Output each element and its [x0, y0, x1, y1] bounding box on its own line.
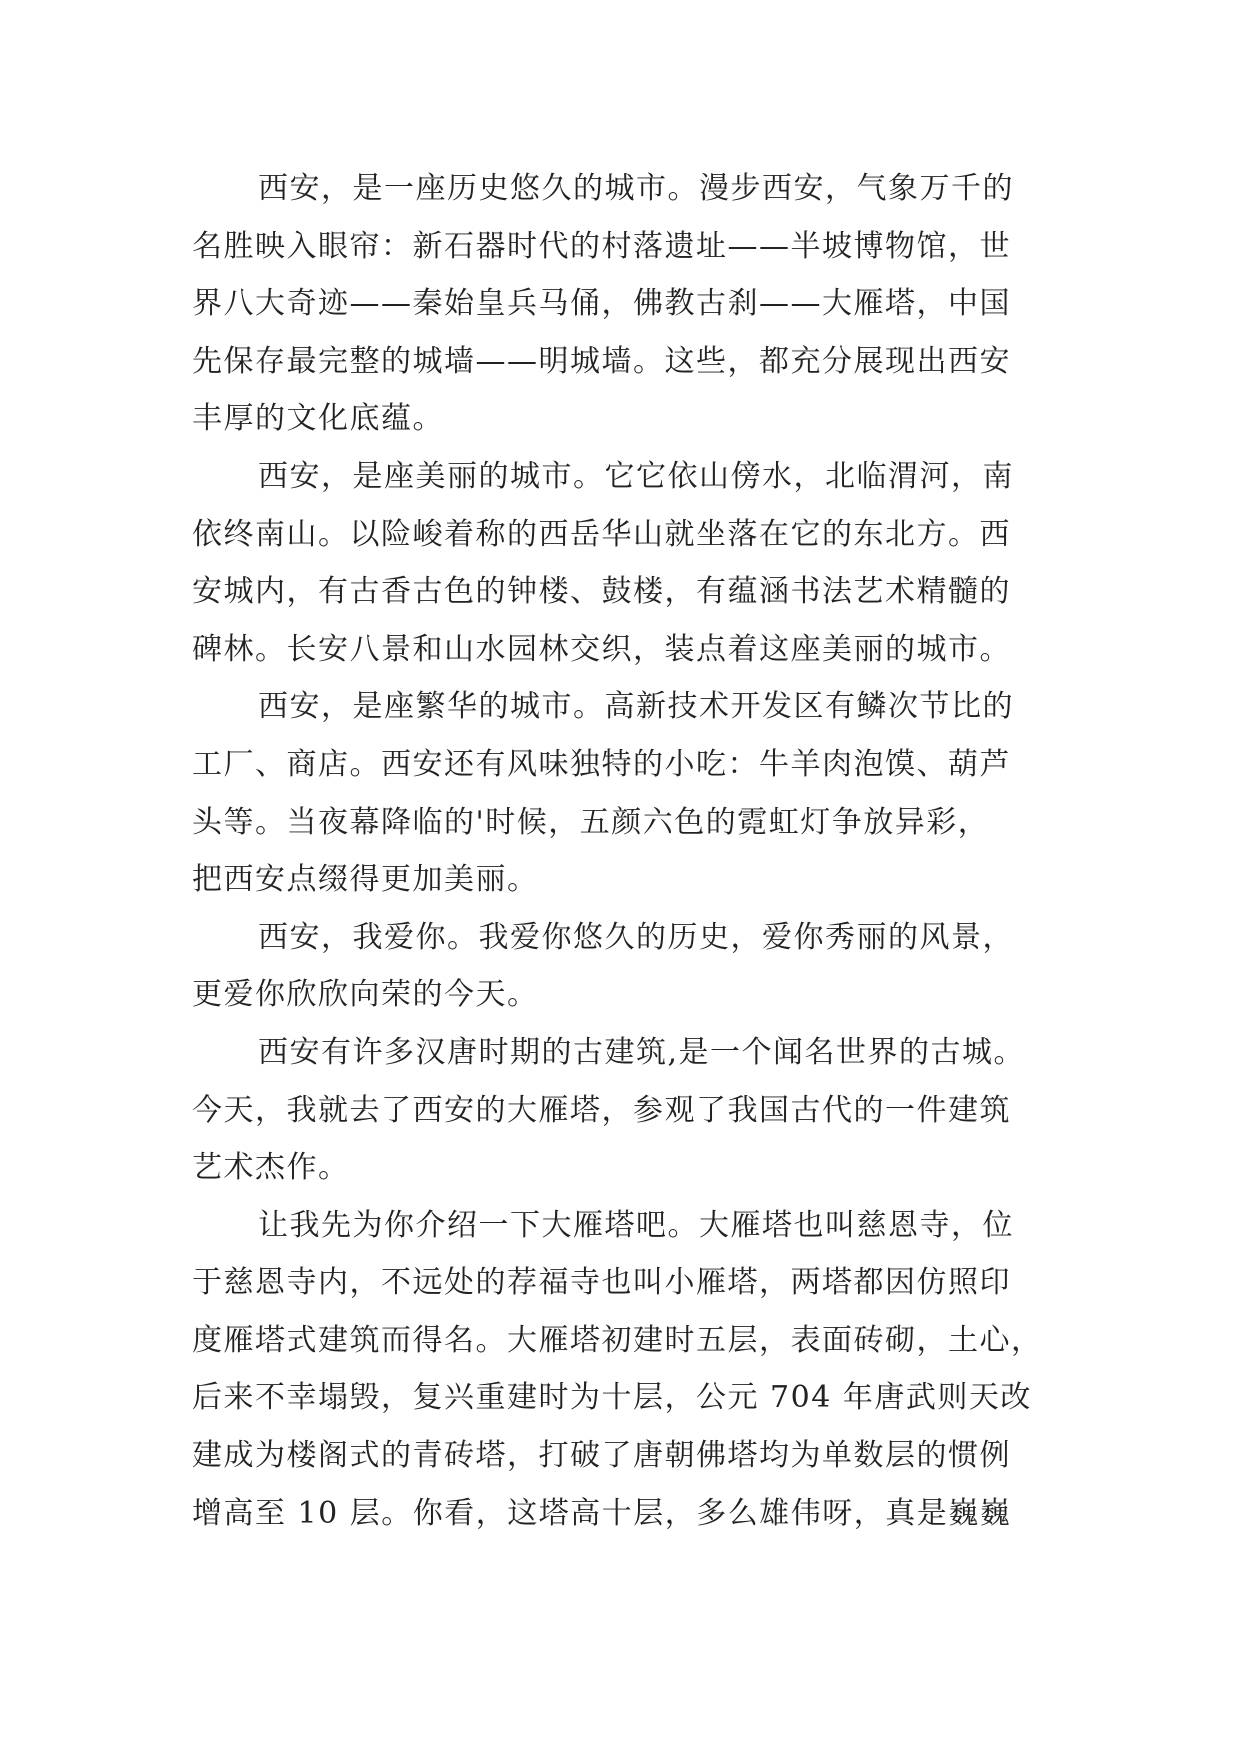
text-line: 今天，我就去了西安的大雁塔，参观了我国古代的一件建筑 — [192, 1092, 1011, 1128]
text-line: 西安，我爱你。我爱你悠久的历史，爱你秀丽的风景， — [258, 919, 1014, 955]
text-line: 头等。当夜幕降临的'时候，五颜六色的霓虹灯争放异彩， — [192, 804, 990, 840]
text-line: 工厂、商店。西安还有风味独特的小吃：牛羊肉泡馍、葫芦 — [192, 746, 1011, 782]
text-line: 西安，是座繁华的城市。高新技术开发区有鳞次节比的 — [258, 689, 1014, 725]
text-line: 建成为楼阁式的青砖塔，打破了唐朝佛塔均为单数层的惯例 — [192, 1438, 1011, 1474]
text-line: 增高至 10 层。你看，这塔高十层，多么雄伟呀，真是巍巍 — [192, 1495, 1012, 1531]
text-line: 碑林。长安八景和山水园林交织，装点着这座美丽的城市。 — [192, 631, 1011, 667]
text-line: 界八大奇迹——秦始皇兵马俑，佛教古刹——大雁塔，中国 — [192, 286, 1011, 322]
text-line: 度雁塔式建筑而得名。大雁塔初建时五层，表面砖砌，土心， — [192, 1322, 1043, 1358]
text-line: 西安有许多汉唐时期的古建筑,是一个闻名世界的古城。 — [258, 1034, 1026, 1070]
document-body — [192, 160, 1062, 1542]
text-line: 名胜映入眼帘：新石器时代的村落遗址——半坡博物馆，世 — [192, 228, 1011, 264]
text-line: 先保存最完整的城墙——明城墙。这些，都充分展现出西安 — [192, 343, 1011, 379]
text-line: 后来不幸塌毁，复兴重建时为十层，公元 704 年唐武则天改 — [192, 1380, 1032, 1416]
text-line: 更爱你欣欣向荣的今天。 — [192, 977, 539, 1013]
text-line: 于慈恩寺内，不远处的荐福寺也叫小雁塔，两塔都因仿照印 — [192, 1265, 1011, 1301]
text-line: 艺术杰作。 — [192, 1150, 350, 1186]
text-line: 依终南山。以险峻着称的西岳华山就坐落在它的东北方。西 — [192, 516, 1011, 552]
text-line: 把西安点缀得更加美丽。 — [192, 862, 539, 898]
text-line: 丰厚的文化底蕴。 — [192, 401, 444, 437]
text-line: 西安，是一座历史悠久的城市。漫步西安，气象万千的 — [258, 171, 1014, 206]
text-line: 西安，是座美丽的城市。它它依山傍水，北临渭河，南 — [258, 458, 1014, 494]
text-line: 安城内，有古香古色的钟楼、鼓楼，有蕴涵书法艺术精髓的 — [192, 574, 1011, 610]
text-line: 让我先为你介绍一下大雁塔吧。大雁塔也叫慈恩寺，位 — [258, 1207, 1014, 1243]
